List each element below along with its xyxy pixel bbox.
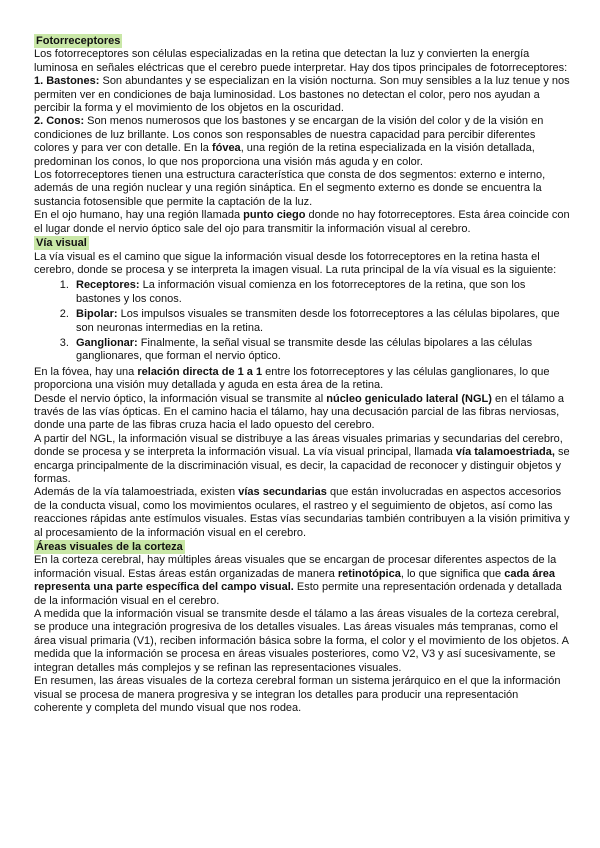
paragraph-estructura: Los fotorreceptores tienen una estructura característica que consta de dos segmentos: externo e interno, además de una región nuclear y una región sináptica. En el segmento externo es donde se encuentra la sustancia fotosensible que permite la captación de la luz. xyxy=(34,169,546,208)
paragraph-intro: Los fotorreceptores son células especializadas en la retina que detectan la luz y convierten la energía luminosa en señales eléctricas que el cerebro puede interpretar. Hay dos tipos principales de fotorreceptores: xyxy=(34,48,568,74)
paragraph-ngl xyxy=(34,393,570,433)
heading-via-visual: Vía visual xyxy=(36,237,87,250)
text-conos-a: Son menos numerosos que los bastones y se encargan de la visión del color y de la visión en condiciones de luz brillante. Los conos son responsables de nuestra capacidad para percibir diferentes colores y para ver con detalle. En la xyxy=(34,115,544,155)
term-fovea: fóvea xyxy=(211,142,241,155)
list-item xyxy=(72,337,570,364)
text-tala-b: se encarga principalmente de la discriminación visual, es decir, la capacidad de reconocer y distinguir objetos y formas. xyxy=(34,446,570,485)
paragraph-punto-ciego xyxy=(34,209,570,236)
paragraph-vias-secundarias xyxy=(34,486,570,540)
text-areas-c: Esto permite una representación ordenada y detallada de la información visual en el cerebro. xyxy=(34,581,562,607)
paragraph-fovea-relacion xyxy=(34,366,570,393)
text-ciego-b: donde no hay fotorreceptores. Esta área coincide con el lugar donde el nervio óptico sale del ojo para transmitir la información visual al cerebro. xyxy=(34,209,570,235)
term-relacion-directa: relación directa de 1 a 1 xyxy=(137,365,263,378)
list-item xyxy=(72,279,570,306)
label-conos: 2. Conos: xyxy=(34,115,85,128)
step-label: Ganglionar: xyxy=(76,336,138,349)
text-fovea-a: En la fóvea, hay una xyxy=(34,365,138,378)
step-text: Finalmente, la señal visual se transmite desde las células bipolares a las células ganglionares, que forman el nervio óptico. xyxy=(76,336,533,363)
paragraph-via-intro: La vía visual es el camino que sigue la información visual desde los fotorreceptores en la retina hasta el cerebro, donde se procesa y se interpreta la imagen visual. La ruta principal de la vía visual es la siguiente: xyxy=(34,250,557,276)
text-ngl-b: en el tálamo a través de las vías ópticas. En el camino hacia el tálamo, hay una decusación parcial de las fibras nerviosas, donde una parte de las fibras cruza hacia el lado opuesto del cerebro. xyxy=(34,392,565,432)
paragraph-talamoestriada xyxy=(34,433,570,487)
step-label: Receptores: xyxy=(76,279,140,292)
paragraph-areas-2: A medida que la información visual se transmite desde el tálamo a las áreas visuales de la corteza cerebral, se produce una integración progresiva de los detalles visuales. Las áreas visuales más tempranas, como el área visual primaria (V1), reciben información básica sobre la forma, el color y el movimiento de los objetos. A medida que la información se procesa en áreas visuales posteriores, como V2, V3 y así sucesivamente, se integran detalles más complejos y se refinan las representaciones visuales. xyxy=(34,608,569,674)
text-ciego-a: En el ojo humano, hay una región llamada xyxy=(34,209,244,222)
text-tala-a: A partir del NGL, la información visual se distribuye a las áreas visuales primarias y secundarias del cerebro, donde se procesa y se interpreta la información visual. La vía visual principal, llamada xyxy=(34,432,563,459)
via-steps-list xyxy=(34,279,570,363)
term-punto-ciego: punto ciego xyxy=(243,209,306,222)
paragraph-bastones xyxy=(34,75,570,115)
label-bastones: 1. Bastones: xyxy=(34,75,100,88)
paragraph-conos xyxy=(34,115,570,169)
text-bastones: Son abundantes y se especializan en la visión nocturna. Son muy sensibles a la luz tenue y nos permiten ver en condiciones de baja luminosidad. Los bastones no detectan el color, pero nos ayudan a percibir la forma y el movimiento de los objetos en la oscuridad. xyxy=(34,75,570,115)
term-retinotopica: retinotópica xyxy=(337,567,401,580)
list-item xyxy=(72,308,570,335)
step-text: La información visual comienza en los fotorreceptores de la retina, que son los bastones y los conos. xyxy=(76,279,526,305)
text-sec-a: Además de la vía talamoestriada, existen xyxy=(34,486,239,499)
text-sec-b: que están involucradas en aspectos accesorios de la conducta visual, como los movimientos oculares, el rastreo y el seguimiento de objetos, así como las reacciones rápidas ante estímulos visuales. Estas vías secundarias también contribuyen a la visión primitiva y al procesamiento de la información visual en el cerebro. xyxy=(34,486,570,539)
heading-fotorreceptores: Fotorreceptores xyxy=(36,35,121,47)
text-fovea-b: entre los fotorreceptores y las células ganglionares, lo que proporciona una visión muy detallada y aguda en esta área de la retina. xyxy=(34,365,550,392)
step-text: Los impulsos visuales se transmiten desde los fotorreceptores a las células bipolares, que son neuronas intermedias en la retina. xyxy=(76,308,560,334)
term-ngl: núcleo geniculado lateral (NGL) xyxy=(326,392,492,405)
term-via-talamoestriada: vía talamoestriada, xyxy=(455,446,555,459)
paragraph-areas-3: En resumen, las áreas visuales de la corteza cerebral forman un sistema jerárquico en el que la información visual se procesa de manera progresiva y se integran los detalles para producir una representación coherente y completa del mundo visual que nos rodea. xyxy=(34,675,561,714)
text-ngl-a: Desde el nervio óptico, la información visual se transmite al xyxy=(34,392,327,405)
heading-areas-visuales: Áreas visuales de la corteza xyxy=(36,541,183,554)
term-vias-secundarias: vías secundarias xyxy=(238,486,327,499)
term-cada-area: cada área representa una parte específica del campo visual. xyxy=(34,567,555,594)
text-areas-b: , lo que significa que xyxy=(400,567,505,580)
paragraph-areas-1 xyxy=(34,554,570,608)
step-label: Bipolar: xyxy=(76,308,118,321)
text-areas-a: En la corteza cerebral, hay múltiples áreas visuales que se encargan de procesar diferentes aspectos de la información visual. Estas áreas están organizadas de manera xyxy=(34,554,557,580)
text-conos-b: , una región de la retina especializada en la visión detallada, predominan los conos, lo que nos proporciona una visión más aguda y en color. xyxy=(34,142,535,168)
